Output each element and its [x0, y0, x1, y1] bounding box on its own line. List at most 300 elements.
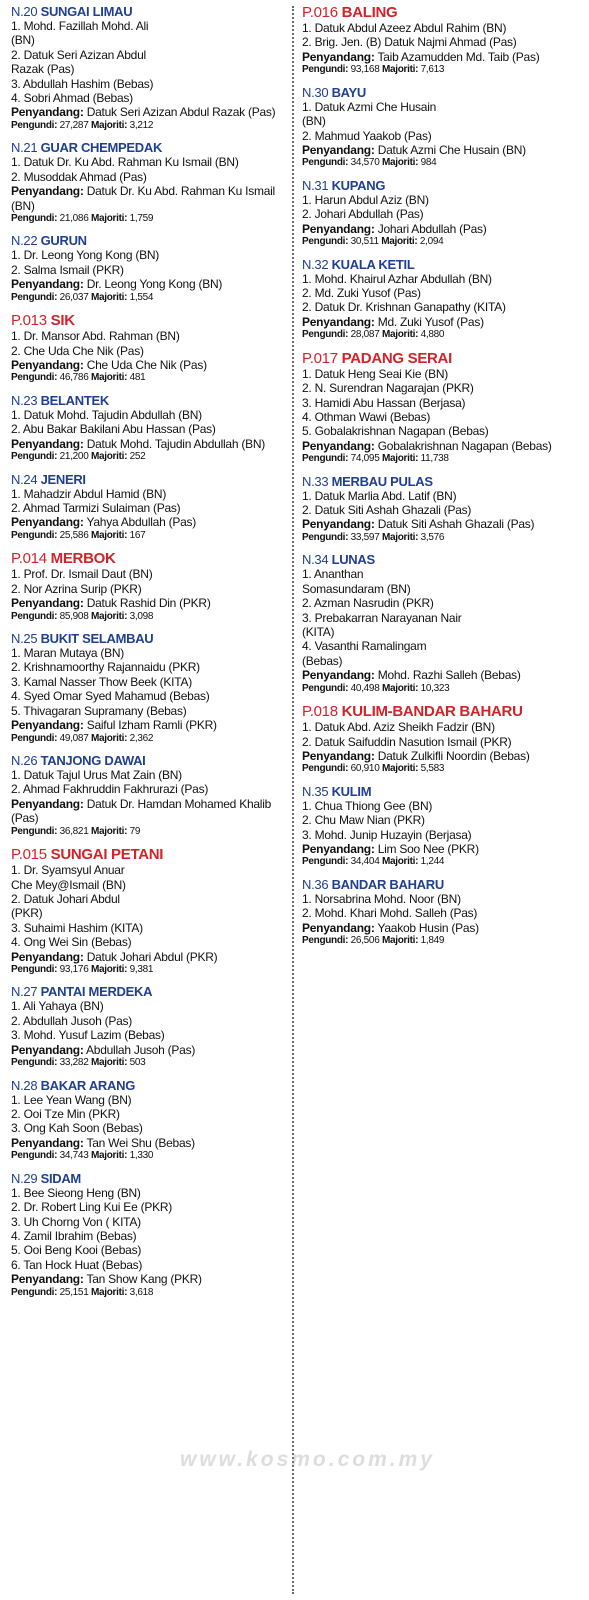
candidate-line: 2. Ahmad Tarmizi Sulaiman (Pas): [11, 501, 181, 516]
voters-value: 34,570: [350, 157, 380, 169]
incumbent-line: [302, 668, 584, 682]
candidate-line: 2. Salma Ismail (PKR): [11, 262, 124, 277]
candidate-line: (Bebas): [302, 653, 343, 668]
incumbent-name: Datuk Mohd. Tajudin Abdullah (BN): [86, 436, 266, 451]
voters-value: 26,506: [350, 935, 380, 947]
incumbent-label: Penyandang:: [302, 748, 375, 763]
incumbent-line: [11, 718, 289, 732]
voters-value: 46,786: [59, 372, 89, 384]
constituency-code: P.013: [11, 312, 47, 330]
majority-label: Majoriti:: [381, 64, 419, 76]
candidate-line: 2. Azman Nasrudin (PKR): [302, 596, 434, 611]
constituency-entry: [302, 552, 584, 695]
majority-value: 1,849: [420, 935, 445, 947]
majority-label: Majoriti:: [90, 372, 128, 384]
voter-stats: [11, 292, 289, 305]
voters-value: 26,037: [59, 291, 89, 303]
incumbent-label: Penyandang:: [302, 438, 375, 453]
majority-value: 252: [129, 451, 146, 463]
voters-label: Pengundi:: [302, 935, 349, 947]
voters-value: 49,087: [59, 732, 89, 744]
candidate-line: 1. Norsabrina Mohd. Noor (BN): [302, 891, 461, 906]
candidate-line: 1. Datuk Dr. Ku Abd. Rahman Ku Ismail (BN): [11, 155, 239, 170]
voters-value: 25,151: [59, 1286, 89, 1298]
constituency-code: N.20: [11, 4, 38, 19]
constituency-code: P.014: [11, 550, 47, 568]
voters-value: 74,095: [350, 453, 380, 465]
voters-value: 93,176: [59, 963, 89, 975]
majority-label: Majoriti:: [381, 157, 419, 169]
candidate-line: 1. Maran Mutaya (BN): [11, 646, 125, 661]
candidate-line: 1. Chua Thiong Gee (BN): [302, 798, 433, 813]
voters-label: Pengundi:: [302, 453, 349, 465]
candidate-line: 3. Suhaimi Hashim (KITA): [11, 920, 143, 935]
incumbent-label: Penyandang:: [302, 221, 375, 236]
majority-label: Majoriti:: [90, 1150, 128, 1162]
candidate-line: 2. Johari Abdullah (Pas): [302, 207, 424, 222]
voter-stats: [11, 733, 289, 746]
majority-label: Majoriti:: [90, 610, 128, 622]
incumbent-label: Penyandang:: [11, 358, 84, 372]
constituency-heading: [11, 393, 289, 408]
candidate-line: 4. Ong Wei Sin (Bebas): [11, 935, 132, 950]
candidate-line: 1. Datuk Mohd. Tajudin Abdullah (BN): [11, 407, 202, 422]
candidate-line: Somasundaram (BN): [302, 581, 411, 596]
voters-value: 21,200: [59, 451, 89, 463]
constituency-heading: [11, 472, 289, 487]
constituency-code: N.35: [302, 783, 329, 799]
candidate-line: 2. Ooi Tze Min (PKR): [11, 1107, 120, 1121]
voter-stats: [11, 120, 289, 133]
incumbent-name: Datuk Seri Azizan Abdul Razak (Pas): [86, 105, 276, 120]
majority-value: 481: [129, 372, 146, 384]
incumbent-name: Gobalakrishnan Nagapan (Bebas): [377, 438, 552, 453]
candidate-line: 3. Ong Kah Soon (Bebas): [11, 1121, 143, 1136]
voters-label: Pengundi:: [11, 963, 58, 975]
candidate-line: Razak (Pas): [11, 62, 75, 77]
voters-label: Pengundi:: [302, 856, 349, 868]
constituency-entry: [11, 846, 289, 976]
voter-stats: [11, 213, 289, 226]
constituency-code: N.22: [11, 233, 38, 249]
majority-label: Majoriti:: [381, 856, 419, 868]
constituency-name: BUKIT SELAMBAU: [40, 631, 154, 647]
constituency-name: GURUN: [40, 233, 87, 249]
incumbent-label: Penyandang:: [11, 718, 84, 733]
incumbent-line: [11, 184, 289, 213]
incumbent-name: Yaakob Husin (Pas): [377, 920, 479, 935]
constituency-heading: [11, 984, 289, 999]
candidate-line: 1. Dr. Leong Yong Kong (BN): [11, 248, 160, 263]
incumbent-line: [11, 437, 289, 451]
incumbent-name: Datuk Zulkifli Noordin (Bebas): [377, 748, 530, 763]
majority-label: Majoriti:: [90, 732, 128, 744]
voters-value: 33,282: [59, 1057, 89, 1069]
incumbent-line: [302, 50, 584, 64]
voters-label: Pengundi:: [11, 291, 58, 303]
right-column: [302, 4, 584, 956]
incumbent-line: [302, 222, 584, 236]
constituency-heading: [302, 552, 584, 567]
voter-stats: [302, 763, 584, 776]
voters-label: Pengundi:: [11, 212, 58, 224]
candidate-line: 1. Prof. Dr. Ismail Daut (BN): [11, 567, 153, 582]
incumbent-name: Datuk Dr. Ku Abd. Rahman Ku Ismail (BN): [11, 184, 275, 213]
candidate-line: Che Mey@Ismail (BN): [11, 877, 126, 892]
candidate-line: 4. Sobri Ahmad (Bebas): [11, 91, 133, 106]
voter-stats: [302, 935, 584, 948]
constituency-heading: [302, 877, 584, 892]
constituency-heading: [302, 85, 584, 100]
candidate-line: 1. Bee Sieong Heng (BN): [11, 1185, 141, 1200]
candidate-line: 2. Datuk Seri Azizan Abdul: [11, 47, 146, 62]
constituency-heading: [302, 350, 584, 367]
incumbent-label: Penyandang:: [302, 314, 375, 329]
constituency-name: PADANG SERAI: [341, 349, 452, 367]
incumbent-line: [11, 358, 289, 372]
constituency-code: P.018: [302, 703, 338, 721]
watermark: www.kosmo.com.my: [180, 1448, 435, 1471]
incumbent-name: Johari Abdullah (Pas): [377, 221, 487, 236]
majority-value: 5,583: [420, 763, 445, 775]
voter-stats: [11, 1150, 289, 1163]
candidate-line: 2. Abu Bakar Bakilani Abu Hassan (Pas): [11, 422, 216, 437]
candidate-line: 1. Datuk Marlia Abd. Latif (BN): [302, 488, 457, 503]
incumbent-line: [11, 1043, 289, 1057]
incumbent-label: Penyandang:: [302, 49, 375, 64]
majority-label: Majoriti:: [381, 531, 419, 543]
incumbent-line: [11, 515, 289, 529]
voters-value: 30,511: [350, 236, 379, 248]
incumbent-label: Penyandang:: [11, 596, 84, 611]
majority-value: 1,554: [129, 291, 154, 303]
candidate-line: 1. Ali Yahaya (BN): [11, 999, 104, 1014]
constituency-name: KUPANG: [331, 177, 386, 193]
majority-label: Majoriti:: [90, 1057, 128, 1069]
constituency-name: MERBOK: [50, 550, 116, 568]
incumbent-name: Taib Azamudden Md. Taib (Pas): [377, 49, 540, 64]
majority-value: 3,212: [129, 119, 154, 131]
majority-label: Majoriti:: [381, 236, 418, 248]
voters-label: Pengundi:: [11, 732, 58, 744]
candidate-line: 2. Krishnamoorthy Rajannaidu (PKR): [11, 660, 200, 675]
incumbent-line: [302, 143, 584, 157]
majority-value: 1,330: [129, 1150, 154, 1162]
constituency-entry: [302, 85, 584, 170]
voter-stats: [11, 611, 289, 624]
constituency-entry: [11, 393, 289, 464]
incumbent-name: Tan Show Kang (PKR): [86, 1272, 202, 1287]
constituency-entry: [302, 474, 584, 545]
constituency-name: PANTAI MERDEKA: [40, 984, 153, 1000]
incumbent-name: Datuk Dr. Hamdan Mohamed Khalib (Pas): [11, 796, 272, 826]
constituency-heading: [11, 550, 289, 567]
majority-label: Majoriti:: [90, 451, 128, 463]
voters-value: 34,404: [350, 856, 380, 868]
candidate-line: 2. Brig. Jen. (B) Datuk Najmi Ahmad (Pas): [302, 35, 517, 50]
constituency-code: N.25: [11, 631, 38, 647]
voter-stats: [11, 1057, 289, 1070]
constituency-code: N.34: [302, 552, 329, 568]
incumbent-name: Che Uda Che Nik (Pas): [86, 358, 207, 372]
constituency-heading: [302, 474, 584, 489]
incumbent-line: [11, 797, 289, 826]
constituency-heading: [11, 140, 289, 155]
candidate-line: 1. Datuk Azmi Che Husain: [302, 99, 437, 114]
candidate-line: 3. Abdullah Hashim (Bebas): [11, 76, 154, 91]
candidate-line: 5. Ooi Beng Kooi (Bebas): [11, 1243, 142, 1258]
constituency-name: MERBAU PULAS: [331, 473, 433, 489]
voters-label: Pengundi:: [11, 610, 58, 622]
majority-label: Majoriti:: [90, 212, 128, 224]
majority-label: Majoriti:: [90, 825, 128, 837]
constituency-heading: [11, 753, 289, 768]
incumbent-label: Penyandang:: [11, 1042, 84, 1057]
constituency-entry: [11, 472, 289, 543]
incumbent-label: Penyandang:: [11, 515, 84, 530]
constituency-name: TANJONG DAWAI: [40, 753, 146, 768]
incumbent-name: Saiful Izham Ramli (PKR): [86, 718, 217, 733]
constituency-name: SUNGAI LIMAU: [40, 4, 133, 19]
candidate-line: 2. Che Uda Che Nik (Pas): [11, 343, 144, 358]
voters-value: 25,586: [59, 529, 89, 541]
candidate-line: 5. Thivagaran Supramany (Bebas): [11, 703, 187, 718]
incumbent-line: [11, 1272, 289, 1286]
voters-value: 60,910: [350, 763, 380, 775]
constituency-heading: [302, 178, 584, 193]
constituency-code: N.27: [11, 984, 38, 1000]
voters-label: Pengundi:: [302, 329, 349, 341]
constituency-name: JENERI: [40, 471, 86, 487]
majority-label: Majoriti:: [381, 329, 419, 341]
constituency-name: BANDAR BAHARU: [331, 876, 444, 892]
constituency-name: BAYU: [331, 84, 367, 100]
constituency-name: SIK: [50, 312, 75, 330]
candidate-line: 2. Nor Azrina Surip (PKR): [11, 581, 142, 596]
constituency-code: N.21: [11, 140, 38, 156]
voter-stats: [302, 683, 584, 696]
majority-value: 1,759: [129, 212, 154, 224]
constituency-entry: [302, 877, 584, 948]
candidate-line: 1. Mohd. Fazillah Mohd. Ali: [11, 19, 149, 33]
candidate-line: (BN): [11, 33, 35, 48]
constituency-code: P.016: [302, 4, 338, 21]
candidate-line: 1. Dr. Mansor Abd. Rahman (BN): [11, 329, 180, 344]
candidate-line: 2. Datuk Dr. Krishnan Ganapathy (KITA): [302, 300, 506, 315]
majority-label: Majoriti:: [381, 453, 419, 465]
voters-value: 93,168: [350, 64, 380, 76]
majority-value: 1,244: [420, 856, 445, 868]
majority-value: 2,094: [419, 236, 444, 248]
constituency-heading: [11, 1078, 289, 1093]
voters-label: Pengundi:: [11, 825, 58, 837]
constituency-code: N.32: [302, 256, 329, 272]
constituency-heading: [11, 631, 289, 646]
voter-stats: [302, 236, 584, 249]
voter-stats: [11, 964, 289, 977]
voters-label: Pengundi:: [11, 119, 58, 131]
constituency-heading: [302, 4, 584, 21]
candidate-line: 2. Musoddak Ahmad (Pas): [11, 169, 147, 184]
candidate-line: 1. Datuk Abdul Azeez Abdul Rahim (BN): [302, 21, 507, 35]
constituency-heading: [302, 784, 584, 799]
voter-stats: [11, 530, 289, 543]
constituency-name: SUNGAI PETANI: [50, 846, 164, 864]
candidate-line: 2. Dr. Robert Ling Kui Ee (PKR): [11, 1200, 172, 1215]
incumbent-name: Lim Soo Nee (PKR): [377, 842, 479, 857]
voters-value: 34,743: [59, 1150, 89, 1162]
constituency-entry: [11, 753, 289, 838]
constituency-entry: [11, 233, 289, 304]
incumbent-line: [302, 315, 584, 329]
voters-label: Pengundi:: [302, 763, 349, 775]
voters-label: Pengundi:: [302, 157, 349, 169]
voters-value: 27,287: [59, 119, 89, 131]
constituency-heading: [302, 257, 584, 272]
constituency-entry: [302, 178, 584, 249]
incumbent-label: Penyandang:: [11, 436, 84, 451]
voters-label: Pengundi:: [11, 1057, 58, 1069]
constituency-heading: [11, 4, 289, 19]
constituency-entry: [11, 312, 289, 385]
incumbent-label: Penyandang:: [11, 184, 84, 199]
constituency-code: N.36: [302, 876, 329, 892]
incumbent-line: [302, 842, 584, 856]
candidate-line: (PKR): [11, 906, 43, 921]
candidate-line: 4. Syed Omar Syed Mahamud (Bebas): [11, 689, 210, 704]
majority-value: 11,738: [420, 453, 449, 465]
constituency-entry: [11, 631, 289, 745]
voter-stats: [11, 826, 289, 839]
incumbent-line: [302, 749, 584, 763]
constituency-name: BALING: [341, 4, 398, 21]
left-column: [11, 4, 289, 1307]
constituency-entry: [302, 703, 584, 776]
constituency-entry: [11, 1078, 289, 1163]
candidate-line: 4. Vasanthi Ramalingam: [302, 639, 427, 654]
voter-stats: [302, 329, 584, 342]
majority-label: Majoriti:: [90, 291, 128, 303]
incumbent-label: Penyandang:: [302, 668, 375, 683]
voters-label: Pengundi:: [11, 372, 58, 384]
constituency-entry: [11, 140, 289, 225]
incumbent-label: Penyandang:: [11, 1272, 84, 1287]
constituency-code: N.30: [302, 84, 329, 100]
incumbent-line: [11, 105, 289, 119]
majority-value: 503: [129, 1057, 146, 1069]
voter-stats: [302, 532, 584, 545]
constituency-name: KULIM-BANDAR BAHARU: [341, 703, 523, 721]
voters-value: 36,821: [59, 825, 89, 837]
incumbent-label: Penyandang:: [11, 796, 84, 811]
incumbent-label: Penyandang:: [302, 142, 375, 157]
candidate-line: 2. Datuk Saifuddin Nasution Ismail (PKR): [302, 734, 512, 749]
constituency-code: N.28: [11, 1077, 38, 1093]
constituency-name: GUAR CHEMPEDAK: [40, 140, 163, 156]
incumbent-label: Penyandang:: [302, 842, 375, 857]
candidate-line: 2. Mahmud Yaakob (Pas): [302, 128, 432, 143]
constituency-entry: [302, 350, 584, 466]
incumbent-name: Mohd. Razhi Salleh (Bebas): [377, 668, 521, 683]
incumbent-line: [11, 596, 289, 610]
candidate-line: 3. Uh Chorng Von ( KITA): [11, 1214, 141, 1229]
voters-label: Pengundi:: [302, 531, 349, 543]
voters-label: Pengundi:: [302, 236, 349, 248]
voters-label: Pengundi:: [302, 682, 349, 694]
candidate-line: 6. Tan Hock Huat (Bebas): [11, 1257, 143, 1272]
voters-label: Pengundi:: [11, 529, 58, 541]
candidate-line: 2. Abdullah Jusoh (Pas): [11, 1013, 132, 1028]
voter-stats: [11, 372, 289, 385]
voters-value: 21,086: [59, 212, 89, 224]
incumbent-line: [11, 277, 289, 291]
candidate-line: 5. Gobalakrishnan Nagapan (Bebas): [302, 424, 489, 439]
candidate-line: 1. Lee Yean Wang (BN): [11, 1092, 132, 1107]
incumbent-name: Md. Zuki Yusof (Pas): [377, 314, 484, 329]
candidate-line: 1. Datuk Tajul Urus Mat Zain (BN): [11, 768, 182, 782]
incumbent-line: [302, 517, 584, 531]
candidate-line: 4. Zamil Ibrahim (Bebas): [11, 1228, 137, 1243]
majority-value: 79: [129, 825, 141, 837]
voters-value: 28,087: [350, 329, 380, 341]
incumbent-line: [11, 1136, 289, 1150]
constituency-name: KUALA KETIL: [331, 256, 415, 272]
constituency-heading: [302, 703, 584, 720]
column-divider: [292, 6, 294, 1594]
candidate-line: 1. Ananthan: [302, 567, 364, 582]
majority-value: 10,323: [420, 682, 450, 694]
constituency-code: N.33: [302, 473, 329, 489]
voters-label: Pengundi:: [11, 1286, 58, 1298]
incumbent-label: Penyandang:: [11, 277, 84, 292]
candidate-line: 2. Datuk Johari Abdul: [11, 891, 120, 906]
incumbent-label: Penyandang:: [11, 949, 84, 964]
candidate-line: 1. Mahadzir Abdul Hamid (BN): [11, 486, 167, 501]
constituency-entry: [11, 550, 289, 623]
majority-value: 7,613: [420, 64, 445, 76]
majority-value: 4,880: [420, 329, 445, 341]
candidate-line: 2. N. Surendran Nagarajan (PKR): [302, 381, 474, 396]
majority-label: Majoriti:: [381, 763, 419, 775]
constituency-entry: [302, 784, 584, 869]
candidate-line: (KITA): [302, 624, 335, 639]
constituency-heading: [11, 1171, 289, 1186]
constituency-code: N.29: [11, 1170, 38, 1186]
voter-stats: [11, 1287, 289, 1300]
candidate-line: 2. Ahmad Fakhruddin Fakhrurazi (Pas): [11, 782, 209, 797]
incumbent-name: Dr. Leong Yong Kong (BN): [86, 277, 223, 292]
voters-value: 85,908: [59, 610, 89, 622]
constituency-code: N.23: [11, 392, 38, 408]
constituency-heading: [11, 312, 289, 329]
voter-stats: [302, 453, 584, 466]
candidate-line: 1. Mohd. Khairul Azhar Abdullah (BN): [302, 271, 492, 286]
constituency-heading: [11, 846, 289, 863]
constituency-name: BELANTEK: [40, 392, 109, 408]
majority-label: Majoriti:: [90, 529, 128, 541]
constituency-code: P.015: [11, 846, 47, 864]
majority-label: Majoriti:: [90, 119, 128, 131]
incumbent-name: Datuk Rashid Din (PKR): [86, 596, 211, 611]
candidate-line: 2. Chu Maw Nian (PKR): [302, 813, 425, 828]
incumbent-name: Datuk Johari Abdul (PKR): [86, 949, 218, 964]
voters-label: Pengundi:: [11, 1150, 58, 1162]
constituency-code: N.31: [302, 177, 329, 193]
incumbent-line: [11, 950, 289, 964]
voter-stats: [11, 451, 289, 464]
constituency-name: KULIM: [331, 783, 372, 799]
majority-value: 2,362: [129, 732, 154, 744]
